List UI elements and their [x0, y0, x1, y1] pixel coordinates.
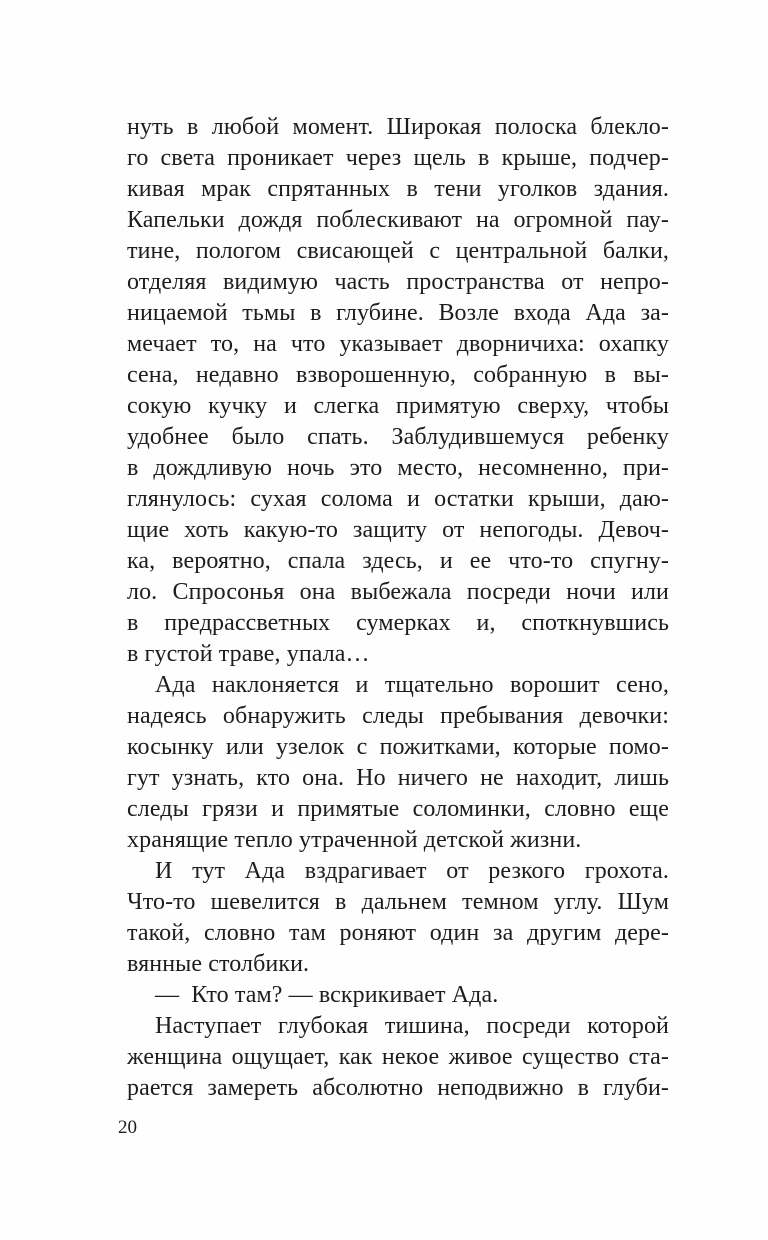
text-line: И тут Ада вздрагивает от резкого грохота. — [155, 858, 669, 884]
text-line: Капельки дождя поблескивают на огромной пау- — [127, 207, 669, 233]
text-line: глянулось: сухая солома и остатки крыши, даю- — [127, 486, 669, 512]
text-line: гут узнать, кто она. Но ничего не находит, лишь — [127, 765, 669, 791]
text-line: следы грязи и примятые соломинки, словно еще — [127, 796, 669, 822]
text-line: в густой траве, упала… — [127, 641, 370, 667]
text-line: го света проникает через щель в крыше, подчер- — [127, 145, 669, 171]
text-line: отделяя видимую часть пространства от непро- — [127, 269, 669, 295]
text-line: Наступает глубокая тишина, посреди которой — [155, 1013, 669, 1039]
text-line: косынку или узелок с пожитками, которые помо- — [127, 734, 669, 760]
page-text — [127, 112, 669, 1104]
text-line: сена, недавно взворошенную, собранную в вы- — [127, 362, 669, 388]
text-line: удобнее было спать. Заблудившемуся ребенку — [127, 424, 669, 450]
text-line: ло. Спросонья она выбежала посреди ночи или — [127, 579, 669, 605]
text-line: рается замереть абсолютно неподвижно в глуби- — [127, 1075, 669, 1101]
text-line: в дождливую ночь это место, несомненно, при- — [127, 455, 669, 481]
text-line: мечает то, на что указывает дворничиха: охапку — [127, 331, 669, 357]
text-line: хранящие тепло утраченной детской жизни. — [127, 827, 582, 853]
text-line: надеясь обнаружить следы пребывания девочки: — [127, 703, 669, 729]
text-line: тине, пологом свисающей с центральной балки, — [127, 238, 669, 264]
text-line: женщина ощущает, как некое живое существо ста- — [127, 1044, 669, 1070]
text-line: в предрассветных сумерках и, споткнувшись — [127, 610, 669, 636]
text-line: нуть в любой момент. Широкая полоска блекло- — [127, 114, 669, 140]
text-line: вянные столбики. — [127, 951, 310, 977]
text-line: кивая мрак спрятанных в тени уголков здания. — [127, 176, 669, 202]
text-line: ка, вероятно, спала здесь, и ее что-то спугну- — [127, 548, 669, 574]
text-line: такой, словно там роняют один за другим дере- — [127, 920, 669, 946]
text-line: щие хоть какую-то защиту от непогоды. Девоч- — [127, 517, 669, 543]
text-line: сокую кучку и слегка примятую сверху, чтобы — [127, 393, 669, 419]
page-number: 20 — [118, 1117, 137, 1138]
text-line: Ада наклоняется и тщательно ворошит сено, — [155, 672, 669, 698]
text-line: ницаемой тьмы в глубине. Возле входа Ада за- — [127, 300, 669, 326]
text-line: — Кто там? — вскрикивает Ада. — [155, 982, 499, 1008]
text-line: Что-то шевелится в дальнем темном углу. Шум — [127, 889, 669, 915]
